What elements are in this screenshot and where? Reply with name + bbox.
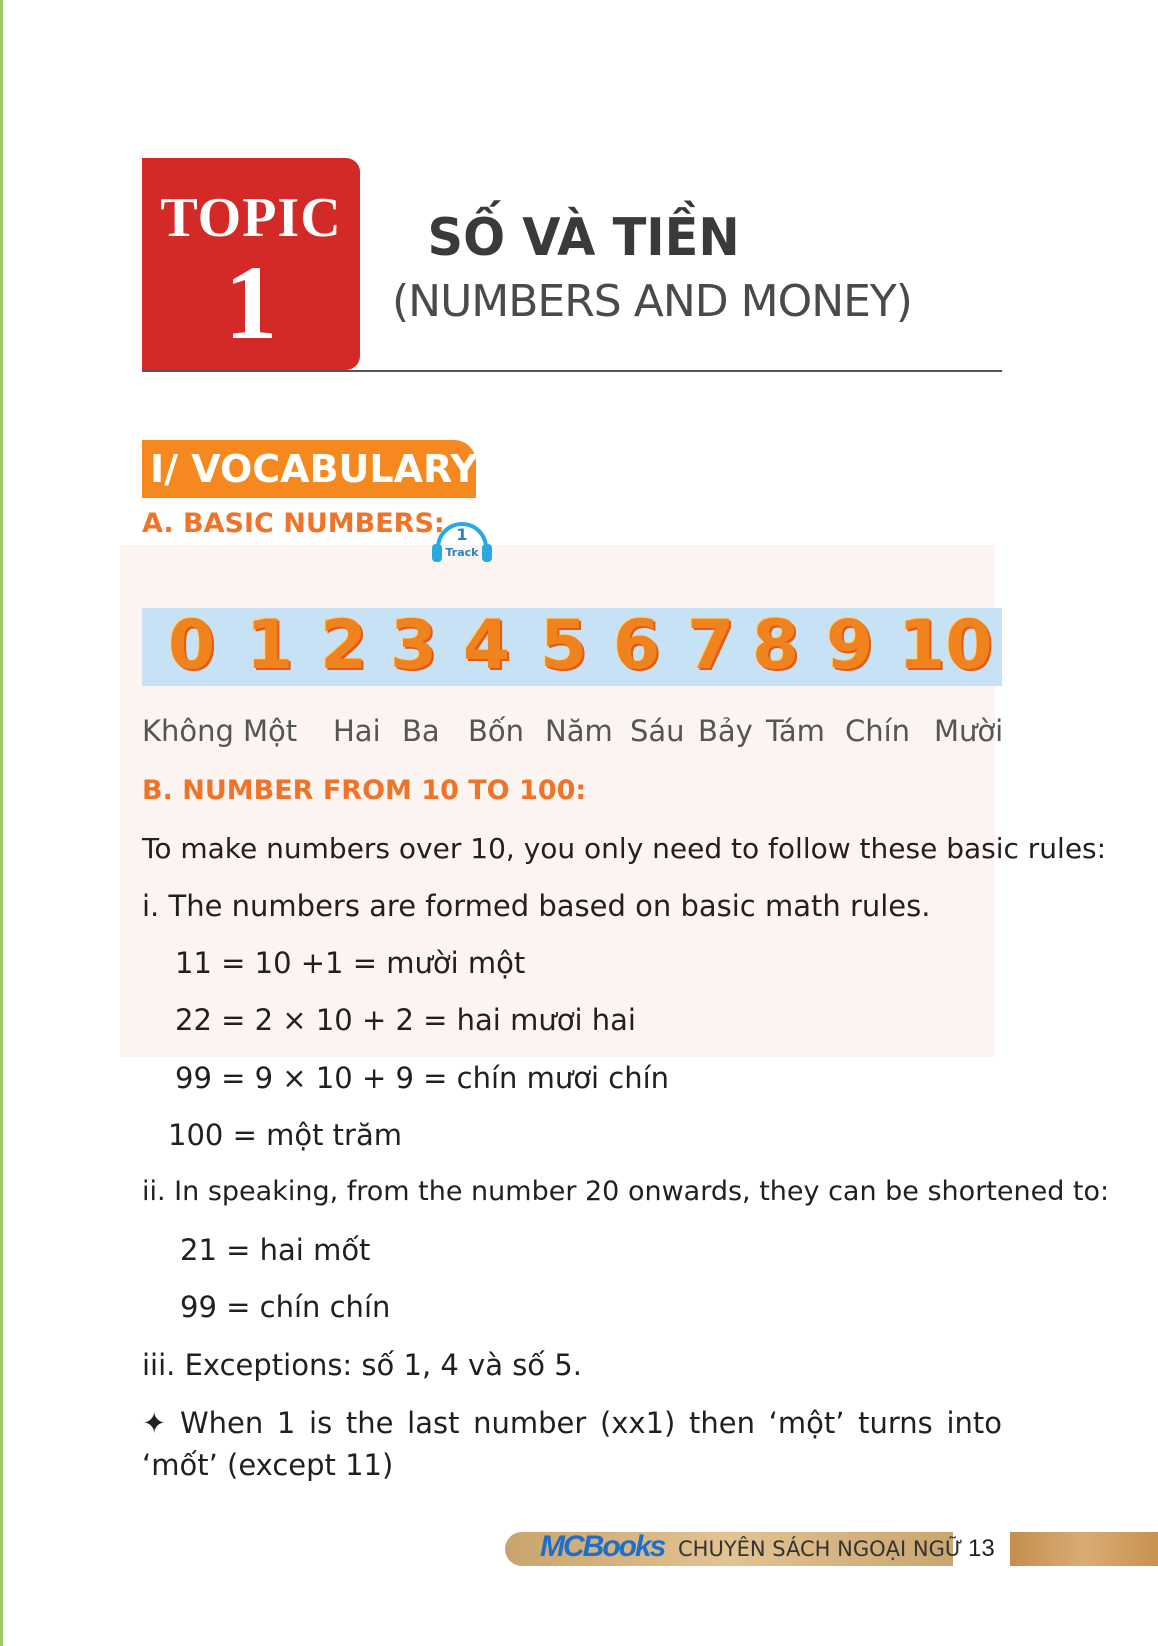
rule-iii: iii. Exceptions: số 1, 4 và số 5.: [142, 1348, 582, 1382]
digit-3: 3: [390, 606, 438, 685]
track-number: 1: [456, 525, 468, 544]
rule-ii: ii. In speaking, from the number 20 onwards, they can be shortened to:: [142, 1176, 1110, 1207]
page-subtitle: (NUMBERS AND MONEY): [392, 276, 912, 327]
digit-8: 8: [752, 606, 800, 685]
example-ii-1: 21 = hai mốt: [180, 1233, 371, 1267]
word-0: Không: [142, 714, 234, 748]
section-a-heading: A. BASIC NUMBERS:: [142, 508, 445, 539]
example-i-1: 11 = 10 +1 = mười một: [175, 946, 526, 980]
topic-number: 1: [224, 244, 278, 361]
footer-accent: [1010, 1532, 1158, 1566]
rule-i: i. The numbers are formed based on basic math rules.: [142, 889, 931, 923]
example-ii-2: 99 = chín chín: [180, 1290, 391, 1324]
publisher-tagline: CHUYÊN SÁCH NGOẠI NGỮ: [678, 1537, 963, 1561]
word-9: Chín: [845, 714, 911, 748]
title-divider: [142, 370, 1002, 372]
page-edge-line: [0, 0, 3, 1646]
exception-note-text: When 1 is the last number (xx1) then ‘một’ turns into ‘mốt’ (except 11): [142, 1406, 1002, 1482]
word-2: Hai: [333, 714, 381, 748]
digit-1: 1: [246, 606, 294, 685]
word-8: Tám: [766, 714, 825, 748]
page-title: SỐ VÀ TIỀN: [427, 208, 740, 268]
word-10: Mười: [934, 714, 1004, 748]
topic-word: TOPIC: [160, 187, 342, 249]
topic-badge: [142, 158, 360, 370]
rules-intro: To make numbers over 10, you only need to follow these basic rules:: [142, 832, 1107, 865]
track-label: Track: [445, 546, 479, 559]
word-3: Ba: [402, 714, 440, 748]
digit-6: 6: [613, 606, 661, 685]
vocabulary-heading: I/ VOCABULARY:: [142, 440, 476, 498]
example-i-2: 22 = 2 × 10 + 2 = hai mươi hai: [175, 1003, 636, 1037]
digit-5: 5: [540, 606, 588, 685]
example-i-3: 99 = 9 × 10 + 9 = chín mươi chín: [175, 1061, 670, 1095]
digit-2: 2: [320, 606, 368, 685]
star-bullet-icon: ✦: [142, 1406, 167, 1440]
page-number: 13: [968, 1535, 995, 1562]
digit-4: 4: [463, 606, 511, 685]
word-5: Năm: [545, 714, 613, 748]
digit-7: 7: [687, 606, 735, 685]
section-b-heading: B. NUMBER FROM 10 TO 100:: [142, 775, 587, 806]
word-7: Bảy: [698, 714, 753, 748]
example-i-4: 100 = một trăm: [168, 1118, 402, 1152]
digit-10: 10: [898, 606, 993, 685]
exception-note: [142, 1402, 1002, 1486]
digit-9: 9: [826, 606, 874, 685]
digit-0: 0: [168, 606, 216, 685]
word-6: Sáu: [630, 714, 685, 748]
word-1: Một: [243, 714, 298, 748]
publisher-logo: MCBooks: [540, 1530, 665, 1563]
headphones-icon[interactable]: [430, 514, 494, 566]
word-4: Bốn: [468, 714, 525, 748]
